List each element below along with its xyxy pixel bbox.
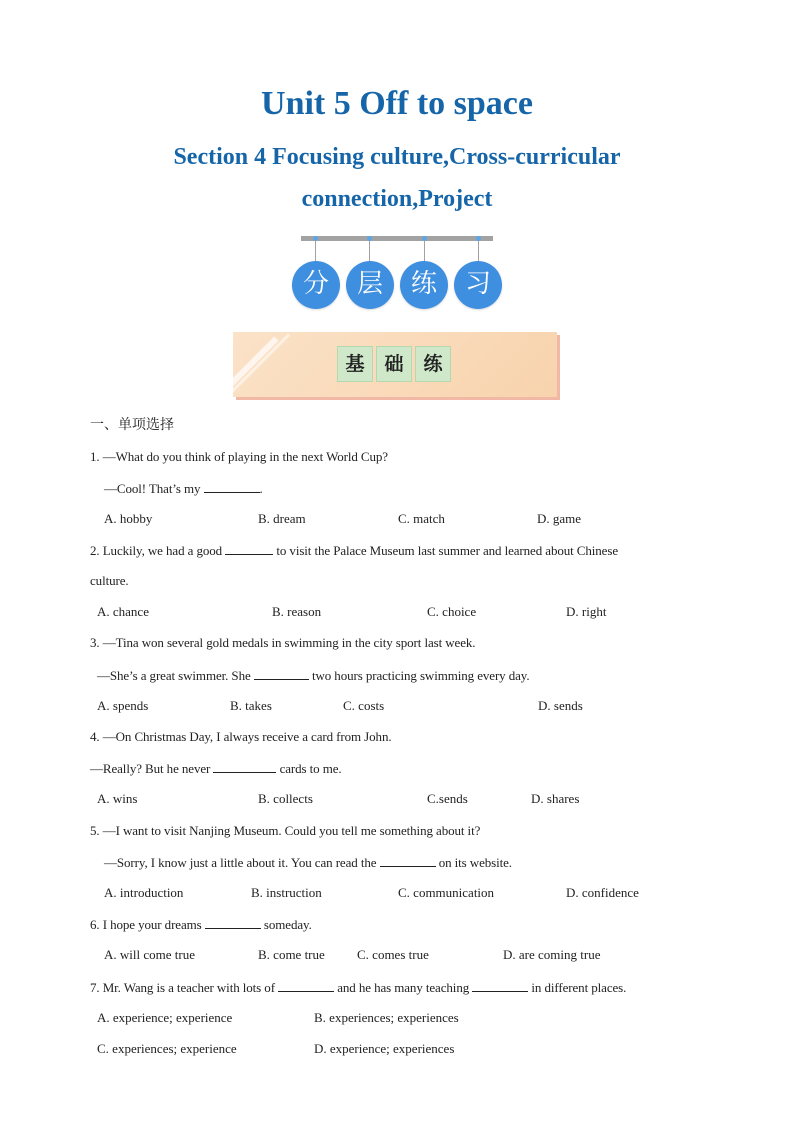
question-2-stem-start: 2. Luckily, we had a good [90, 543, 226, 558]
badge-string [369, 241, 370, 261]
banner-shine [213, 336, 278, 401]
question-1-stem: 1. —What do you think of playing in the next World Cup? [90, 449, 388, 464]
question-6-stem [90, 916, 312, 933]
badge-ceng: 层 [346, 261, 394, 309]
banner-tile-ji: 基 [337, 346, 373, 382]
question-2-stem-cont: culture. [90, 573, 129, 588]
banner-tile-lian: 练 [415, 346, 451, 382]
question-3-option-a[interactable]: A. spends [97, 698, 149, 713]
question-2-option-c[interactable]: C. choice [427, 604, 477, 619]
question-4-option-a[interactable]: A. wins [97, 791, 138, 806]
question-7-option-a[interactable]: A. experience; experience [97, 1010, 233, 1025]
question-7-option-d[interactable]: D. experience; experiences [314, 1041, 455, 1056]
question-6-stem-start: 6. I hope your dreams [90, 917, 205, 932]
question-1-option-a[interactable]: A. hobby [104, 511, 153, 526]
question-1-reply [104, 480, 263, 497]
question-2-option-d[interactable]: D. right [566, 604, 607, 619]
question-7-stem-end: in different places. [528, 980, 627, 995]
question-5-option-d[interactable]: D. confidence [566, 885, 639, 900]
question-5-option-c[interactable]: C. communication [398, 885, 495, 900]
question-5-option-a[interactable]: A. introduction [104, 885, 184, 900]
answer-blank[interactable] [278, 979, 334, 992]
question-2-option-b[interactable]: B. reason [272, 604, 322, 619]
question-2-option-a[interactable]: A. chance [97, 604, 149, 619]
answer-blank[interactable] [205, 916, 261, 929]
banner-shine [227, 334, 290, 397]
question-4-option-b[interactable]: B. collects [258, 791, 313, 806]
question-3-reply-end: two hours practicing swimming every day. [308, 668, 530, 683]
question-1-reply-end: . [259, 481, 263, 496]
answer-blank[interactable] [472, 979, 528, 992]
section-subtitle-line2: connection,Project [301, 186, 493, 212]
question-6-option-b[interactable]: B. come true [258, 947, 325, 962]
question-4-reply-end: cards to me. [276, 761, 342, 776]
question-3-reply [97, 667, 530, 684]
answer-blank[interactable] [213, 760, 276, 773]
answer-blank[interactable] [225, 542, 273, 555]
question-4-stem: 4. —On Christmas Day, I always receive a card from John. [90, 729, 392, 744]
badge-string [478, 241, 479, 261]
question-7-stem-start: 7. Mr. Wang is a teacher with lots of [90, 980, 279, 995]
question-3-reply-text: —She’s a great swimmer. She [97, 668, 254, 683]
badge-lian: 练 [400, 261, 448, 309]
question-1-option-c[interactable]: C. match [398, 511, 445, 526]
question-4-option-d[interactable]: D. shares [531, 791, 580, 806]
question-5-reply-text: —Sorry, I know just a little about it. You can read the [104, 855, 380, 870]
question-4-option-c[interactable]: C.sends [427, 791, 468, 806]
question-7-stem-mid: and he has many teaching [334, 980, 473, 995]
question-6-option-d[interactable]: D. are coming true [503, 947, 601, 962]
question-3-option-c[interactable]: C. costs [343, 698, 385, 713]
question-5-option-b[interactable]: B. instruction [251, 885, 322, 900]
badge-fen: 分 [292, 261, 340, 309]
question-7-option-c[interactable]: C. experiences; experience [97, 1041, 237, 1056]
section-subtitle-line1: Section 4 Focusing culture,Cross-curricular [173, 144, 621, 170]
banner-tile-chu: 础 [376, 346, 412, 382]
question-6-stem-end: someday. [260, 917, 312, 932]
answer-blank[interactable] [254, 667, 309, 680]
question-5-stem: 5. —I want to visit Nanjing Museum. Could you tell me something about it? [90, 823, 481, 838]
question-6-option-a[interactable]: A. will come true [104, 947, 195, 962]
badge-rail [301, 236, 493, 241]
question-5-reply [104, 854, 512, 871]
question-5-reply-end: on its website. [435, 855, 512, 870]
question-1-option-b[interactable]: B. dream [258, 511, 306, 526]
question-1-reply-text: —Cool! That’s my [104, 481, 204, 496]
basic-practice-banner [233, 332, 557, 397]
question-7-stem [90, 979, 626, 996]
question-2-stem-end: to visit the Palace Museum last summer and learned about Chinese [273, 543, 618, 558]
badge-xi: 习 [454, 261, 502, 309]
badge-string [315, 241, 316, 261]
answer-blank[interactable] [380, 854, 436, 867]
question-3-stem: 3. —Tina won several gold medals in swimming in the city sport last week. [90, 635, 476, 650]
page-title: Unit 5 Off to space [261, 85, 533, 122]
question-3-option-d[interactable]: D. sends [538, 698, 583, 713]
section-heading: 一、单项选择 [90, 417, 174, 433]
question-1-option-d[interactable]: D. game [537, 511, 582, 526]
question-6-option-c[interactable]: C. comes true [357, 947, 429, 962]
question-4-reply-text: —Really? But he never [90, 761, 214, 776]
question-3-option-b[interactable]: B. takes [230, 698, 272, 713]
answer-blank[interactable] [204, 480, 260, 493]
question-2-stem [90, 542, 618, 559]
badge-string [424, 241, 425, 261]
question-7-option-b[interactable]: B. experiences; experiences [314, 1010, 459, 1025]
question-4-reply [90, 760, 342, 777]
